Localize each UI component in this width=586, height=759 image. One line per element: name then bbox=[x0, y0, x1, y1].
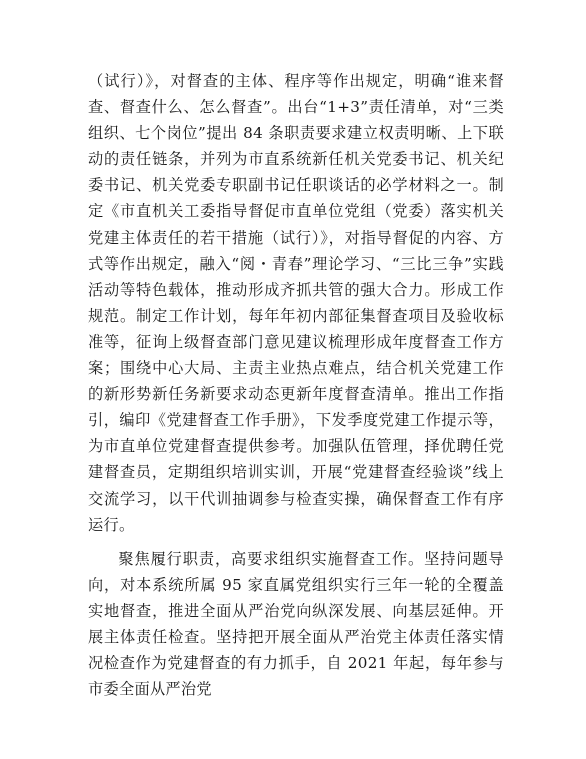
paragraph-2: 聚焦履行职责，高要求组织实施督查工作。坚持问题导向，对本系统所属 95 家直属党组织实行三年一轮的全覆盖实地督查，推进全面从严治党向纵深发展、向基层延伸。开展主体责任检查。坚持把开展全面从严治党主体责任落实情况检查作为党建督查的有力抓手，自 2021 年起，每年参与市委全面从严治党 bbox=[88, 549, 504, 699]
document-body bbox=[88, 68, 504, 702]
paragraph-1: （试行）》，对督查的主体、程序等作出规定，明确“谁来督查、督查什么、怎么督查”。出台“1+3”责任清单，对“三类组织、七个岗位”提出 84 条职责要求建立权责明晰、上下联动的责任链条，并列为市直系统新任机关党委书记、机关纪委书记、机关党委专职副书记任职谈话的必学材料之一。制定《市直机关工委指导督促市直单位党组（党委）落实机关党建主体责任的若干措施（试行）》，对指导督促的内容、方式等作出规定，融入“阅・青春”理论学习、“三比三争”实践活动等特色载体，推动形成齐抓共管的强大合力。形成工作规范。制定工作计划，每年年初内部征集督查项目及验收标准等，征询上级督查部门意见建议梳理形成年度督查工作方案；围绕中心大局、主责主业热点难点，结合机关党建工作的新形势新任务新要求动态更新年度督查清单。推出工作指引，编印《党建督查工作手册》，下发季度党建工作提示等，为市直单位党建督查提供参考。加强队伍管理，择优聘任党建督查员，定期组织培训实训，开展“党建督查经验谈”线上交流学习，以干代训抽调参与检查实操，确保督查工作有序运行。 bbox=[88, 72, 504, 534]
